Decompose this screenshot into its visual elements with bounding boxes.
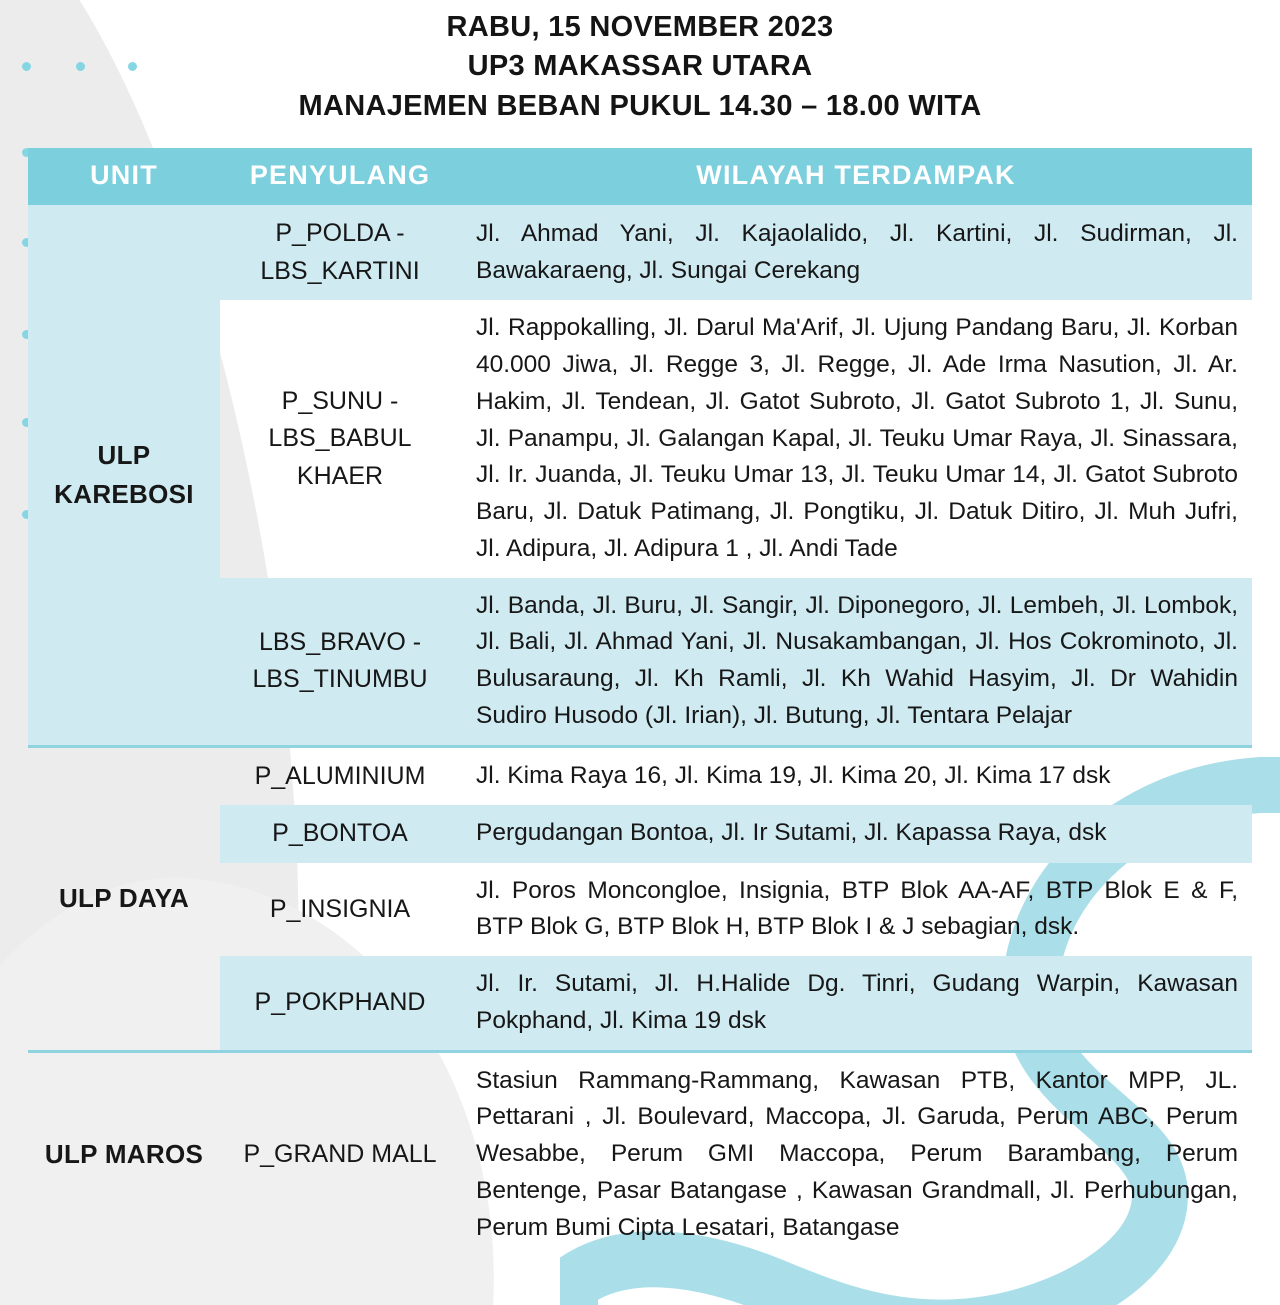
penyulang-cell: P_POLDA - LBS_KARTINI <box>220 205 460 300</box>
penyulang-cell: P_SUNU - LBS_BABUL KHAER <box>268 386 412 490</box>
header-unit: UP3 MAKASSAR UTARA <box>467 50 813 83</box>
penyulang-cell: LBS_BRAVO - LBS_TINUMBU <box>220 578 460 745</box>
wilayah-cell: Jl. Ahmad Yani, Jl. Kajaolalido, Jl. Kartini, Jl. Sudirman, Jl. Bawakaraeng, Jl. Sungai Cerekang <box>460 205 1252 300</box>
wilayah-cell: Stasiun Rammang-Rammang, Kawasan PTB, Kantor MPP, JL. Pettarani , Jl. Boulevard, Maccopa, Jl. Garuda, Perum ABC, Perum Wesabbe, Perum GMI Maccopa, Perum Barambang, Perum Bentenge, Pasar Batangase , Kawasan Grandmall, Jl. Perhubungan, Perum Bumi Cipta Lesatari, Batangase <box>476 1066 1238 1241</box>
penyulang-cell: P_BONTOA <box>220 805 460 863</box>
wilayah-cell: Jl. Ir. Sutami, Jl. H.Halide Dg. Tinri, Gudang Warpin, Kawasan Pokphand, Jl. Kima 19 dsk <box>460 956 1252 1050</box>
table-header-row <box>28 148 1252 205</box>
announcement-header <box>0 0 1280 126</box>
penyulang-cell: P_POKPHAND <box>220 956 460 1050</box>
unit-cell-maros: ULP MAROS <box>44 1138 204 1169</box>
header-schedule: MANAJEMEN BEBAN PUKUL 14.30 – 18.00 WITA <box>298 89 982 122</box>
header-date: RABU, 15 NOVEMBER 2023 <box>446 11 834 43</box>
unit-cell-daya: ULP DAYA <box>58 883 190 914</box>
wilayah-cell: Pergudangan Bontoa, Jl. Ir Sutami, Jl. Kapassa Raya, dsk <box>460 805 1252 863</box>
column-header-penyulang: PENYULANG <box>220 148 460 205</box>
penyulang-cell: P_GRAND MALL <box>243 1139 437 1168</box>
penyulang-cell: P_ALUMINIUM <box>254 761 426 790</box>
wilayah-cell: Jl. Poros Moncongloe, Insignia, BTP Blok AA-AF, BTP Blok E & F, BTP Blok G, BTP Blok H, BTP Blok I & J sebagian, dsk. <box>476 876 1238 941</box>
table-head <box>28 148 1252 205</box>
wilayah-cell: Jl. Rappokalling, Jl. Darul Ma'Arif, Jl. Ujung Pandang Baru, Jl. Korban 40.000 Jiwa, Jl. Regge 3, Jl. Regge, Jl. Ade Irma Nasution, Jl. Ar. Hakim, Jl. Tendean, Jl. Gatot Subroto, Jl. Gatot Subroto 1, Jl. Sunu, Jl. Panampu, Jl. Galangan Kapal, Jl. Teuku Umar Raya, Jl. Sinassara, Jl. Ir. Juanda, Jl. Teuku Umar 13, Jl. Teuku Umar 14, Jl. Gatot Subroto Baru, Jl. Datuk Patimang, Jl. Pongtiku, Jl. Datuk Ditiro, Jl. Muh Jufri, Jl. Adipura, Jl. Adipura 1 , Jl. Andi Tade <box>476 314 1238 562</box>
table-row <box>28 748 1252 806</box>
outage-table-wrapper <box>28 148 1252 1256</box>
penyulang-cell: P_INSIGNIA <box>269 894 411 923</box>
wilayah-cell: Jl. Banda, Jl. Buru, Jl. Sangir, Jl. Diponegoro, Jl. Lembeh, Jl. Lombok, Jl. Bali, Jl. Ahmad Yani, Jl. Nusakambangan, Jl. Hos Cokrominoto, Jl. Bulusaraung, Jl. Kh Ramli, Jl. Kh Wahid Hasyim, Jl. Dr Wahidin Sudiro Husodo (Jl. Irian), Jl. Butung, Jl. Tentara Pelajar <box>460 578 1252 745</box>
unit-cell-karebosi: ULP KAREBOSI <box>28 205 220 744</box>
table-body <box>28 205 1252 1256</box>
table-row <box>28 205 1252 300</box>
table-row <box>28 1053 1252 1257</box>
outage-table <box>28 148 1252 1256</box>
wilayah-cell: Jl. Kima Raya 16, Jl. Kima 19, Jl. Kima 20, Jl. Kima 17 dsk <box>476 761 1111 789</box>
column-header-unit: UNIT <box>28 148 220 205</box>
column-header-wilayah: WILAYAH TERDAMPAK <box>460 148 1252 205</box>
